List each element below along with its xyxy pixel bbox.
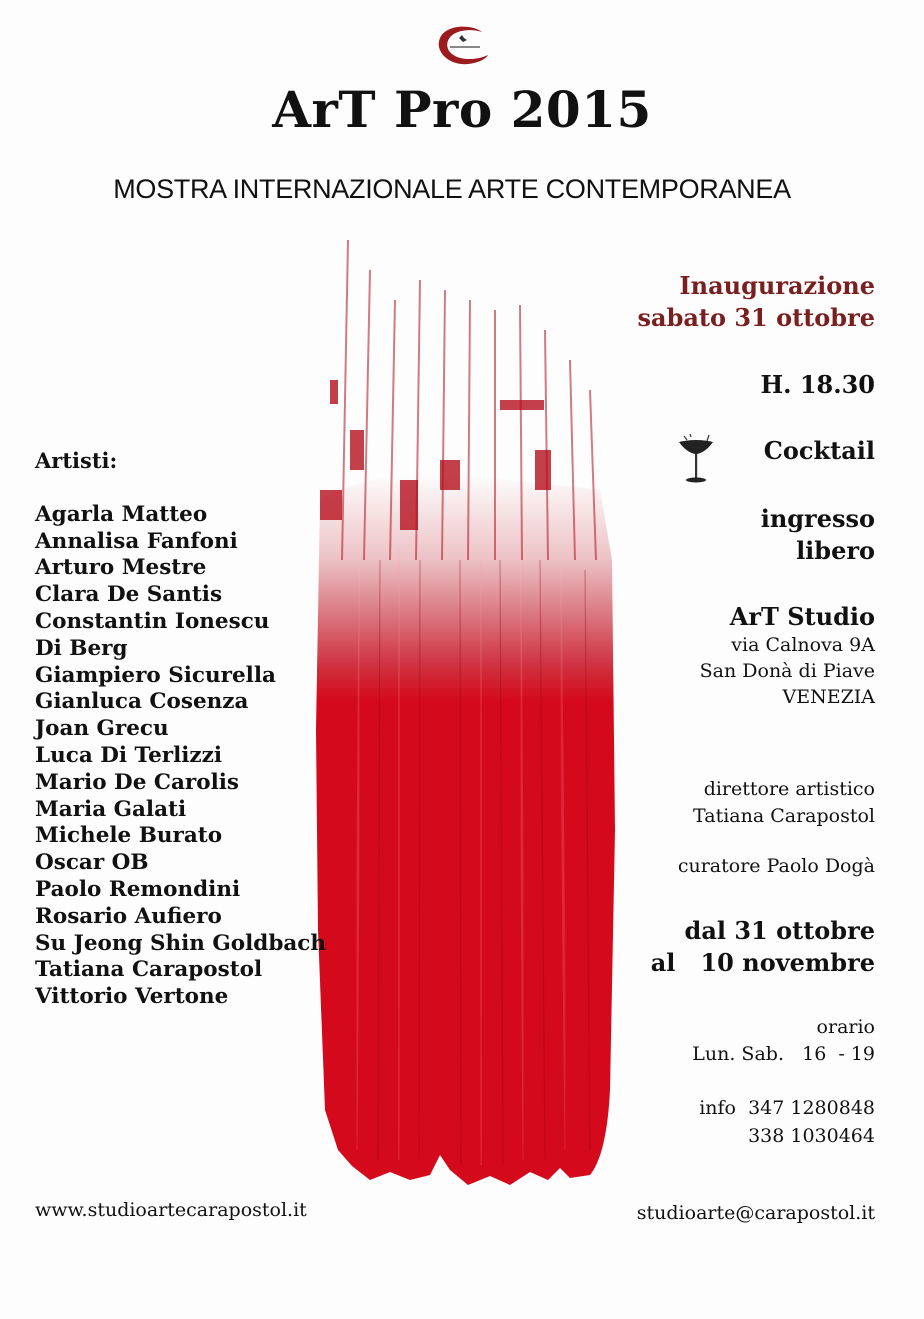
period-from: dal 31 ottobre [684, 916, 875, 945]
free-entry-line2: libero [796, 536, 875, 565]
phone-1[interactable]: info 347 1280848 [699, 1097, 875, 1119]
artist-name: Annalisa Fanfoni [35, 528, 238, 554]
poster-title: ArT Pro 2015 [272, 80, 652, 139]
cocktail-glass-icon [676, 432, 716, 488]
email-link[interactable]: studioarte@carapostol.it [636, 1202, 875, 1224]
free-entry [761, 503, 875, 567]
opening-time: H. 18.30 [760, 370, 875, 399]
cocktail-label: Cocktail [763, 436, 875, 465]
director-label: direttore artistico [703, 778, 875, 800]
opening-label: Inaugurazione [679, 271, 875, 300]
artist-name: Tatiana Carapostol [35, 957, 263, 983]
venue-street: via Calnova 9A [731, 634, 875, 656]
director-block [693, 776, 875, 830]
website-link[interactable]: www.studioartecarapostol.it [35, 1199, 307, 1221]
artist-name: Paolo Remondini [35, 876, 241, 902]
hours-label: orario [816, 1016, 875, 1038]
opening-block [638, 270, 875, 334]
artist-name: Vittorio Vertone [35, 984, 229, 1010]
studio-c-logo-icon [432, 24, 492, 68]
venue-block [700, 602, 875, 710]
artist-name: Rosario Aufiero [35, 903, 222, 929]
venue-city: San Donà di Piave [699, 660, 875, 682]
venue-name: ArT Studio [729, 602, 875, 631]
artist-name: Su Jeong Shin Goldbach [35, 930, 327, 956]
red-brush-stroke [290, 230, 630, 1230]
artist-name: Mario De Carolis [35, 769, 240, 795]
curator: curatore Paolo Dogà [677, 855, 875, 877]
opening-hours [692, 1014, 875, 1068]
opening-date: sabato 31 ottobre [637, 303, 875, 332]
artist-name: Gianluca Cosenza [35, 689, 249, 715]
free-entry-line1: ingresso [760, 504, 875, 533]
artist-name: Maria Galati [35, 796, 187, 822]
artist-name: Clara De Santis [35, 582, 223, 608]
phone-2[interactable]: 338 1030464 [748, 1125, 875, 1147]
poster-subtitle: MOSTRA INTERNAZIONALE ARTE CONTEMPORANEA [113, 174, 791, 204]
artist-name: Giampiero Sicurella [35, 662, 276, 688]
artist-name: Oscar OB [35, 850, 149, 876]
director-name: Tatiana Carapostol [693, 805, 875, 827]
venue-province: VENEZIA [782, 686, 875, 708]
artist-name: Joan Grecu [35, 716, 169, 742]
artist-name: Luca Di Terlizzi [35, 742, 223, 768]
artists-heading: Artisti: [35, 448, 118, 473]
period-to: al 10 novembre [650, 948, 875, 977]
artist-name: Agarla Matteo [35, 501, 208, 527]
artist-name: Arturo Mestre [35, 555, 207, 581]
artists-list [35, 448, 326, 1011]
info-phones [699, 1094, 875, 1150]
artist-name: Di Berg [35, 635, 128, 661]
hours-value: Lun. Sab. 16 - 19 [692, 1043, 875, 1065]
artist-name: Michele Burato [35, 823, 223, 849]
exhibition-period [651, 915, 875, 979]
artist-name: Constantin Ionescu [35, 608, 270, 634]
